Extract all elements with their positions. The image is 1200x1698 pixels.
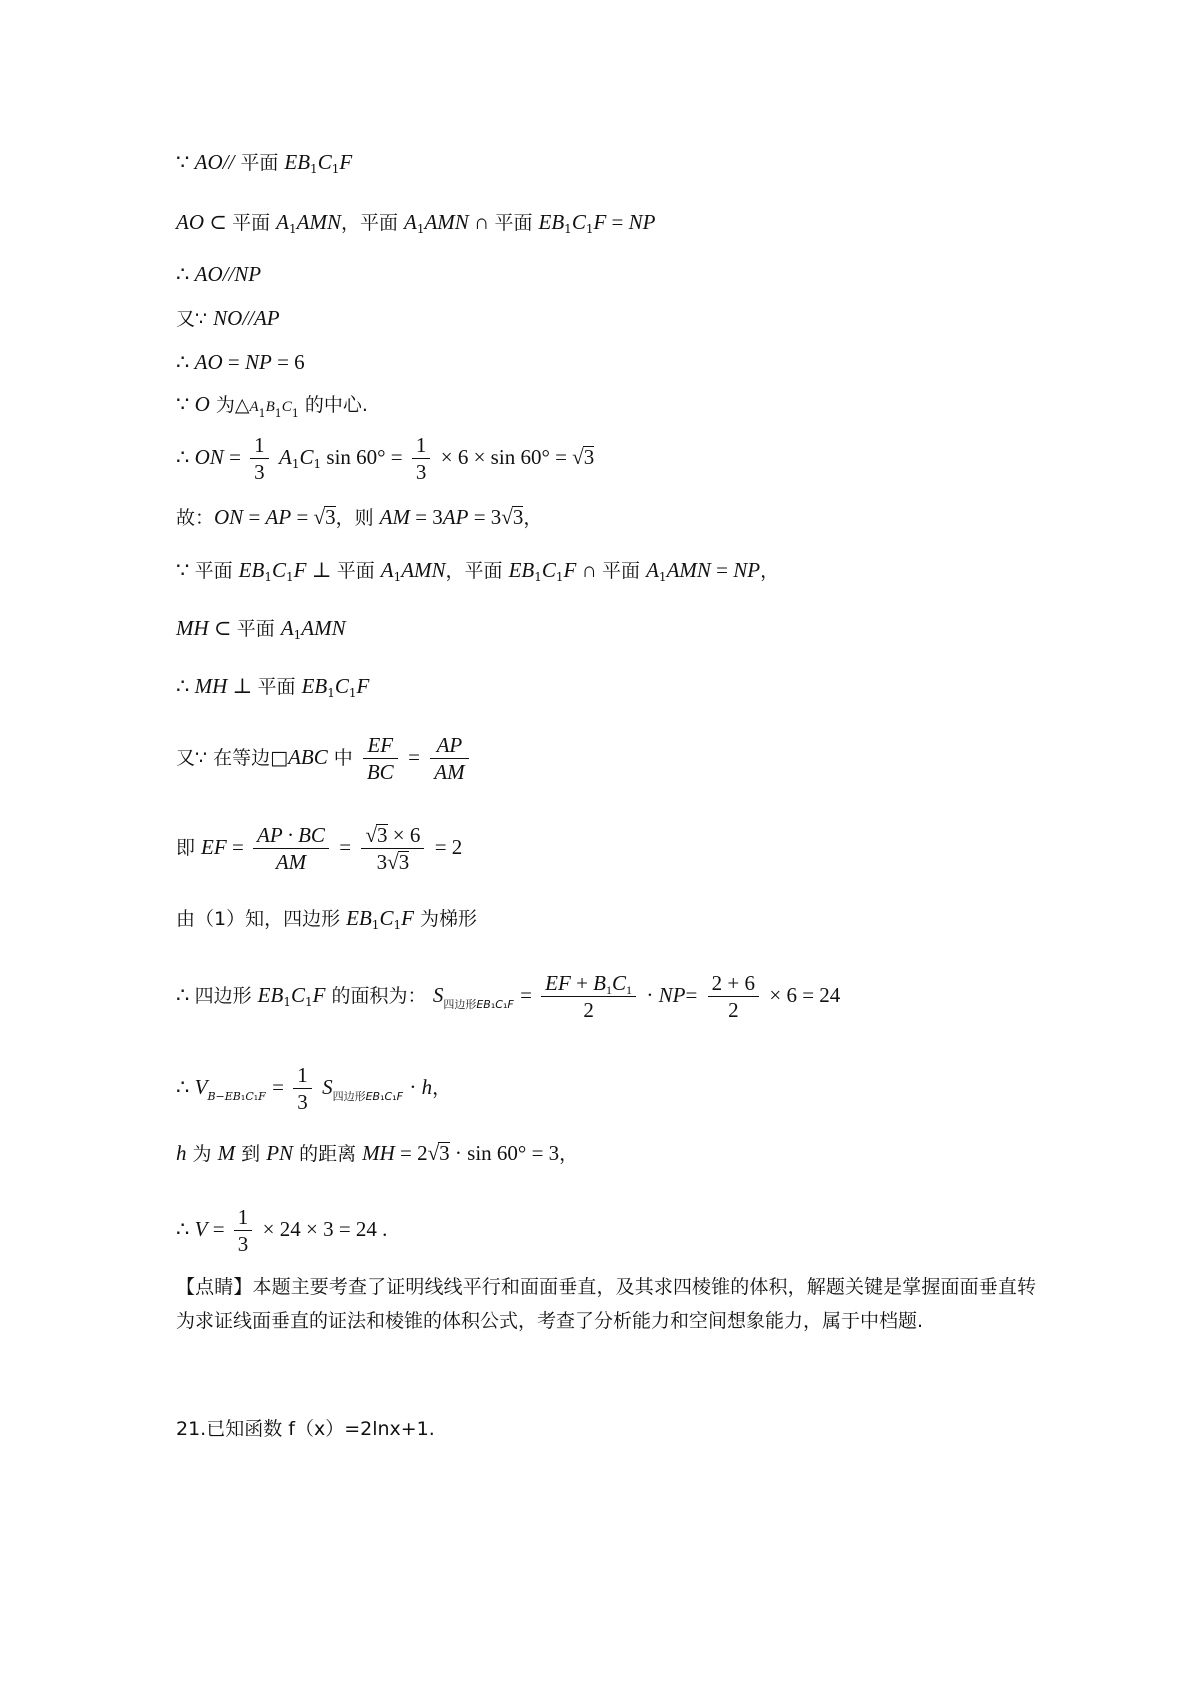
- next-question: 21.已知函数 f（x）=2lnx+1.: [176, 1418, 435, 1440]
- proof-line-17: h 为 M 到 PN 的距离 MH = 2√3 · sin 60° = 3，: [176, 1141, 579, 1165]
- proof-line-10: MH ⊂ 平面 $A_1AMN$: [176, 616, 346, 642]
- proof-line-6: ∵ O 为$\triangle A_1B_1C_1$ 的中心.: [176, 392, 368, 420]
- proof-line-4: 又∵ NO//AP: [176, 306, 280, 330]
- proof-line-14: 由（1）知，四边形 $EB_1C_1F$ 为梯形: [176, 906, 477, 932]
- proof-line-9: ∵ 平面 $EB_1C_1F$ ⊥ 平面 $A_1AMN$，平面 $EB_1C_1F$ ∩ 平面 $A_1AMN$ = NP，: [176, 558, 780, 584]
- proof-line-13: 即 EF = $\frac{AP \cdot BC}{AM}$ = $\frac{√3 \times 6}{3√3}$ = 2: [176, 823, 463, 875]
- proof-line-12: 又∵ 在等边□ABC 中 $\frac{EF}{BC}$ = $\frac{AP}{AM}$: [176, 732, 473, 785]
- proof-line-11: ∴ MH ⊥ 平面 $EB_1C_1F$: [176, 674, 370, 700]
- comment-paragraph: [176, 1270, 1036, 1338]
- proof-line-8: 故：ON = AP = √3，则 AM = 3AP = 3√3，: [176, 505, 543, 529]
- proof-line-18: ∴ V = $\frac{1}{3}$ × 24 × 3 = 24 .: [176, 1205, 388, 1257]
- comment-tag: 【点睛】: [176, 1276, 253, 1298]
- fraction-one-third: $\frac{1}{3}$: [250, 432, 269, 485]
- proof-line-7: ∴ ON = $\frac{1}{3}$ $A_1C_1$ sin 60° = $\frac{1}{3}$ × 6 × sin 60° = √3: [176, 433, 595, 485]
- proof-line-16: ∴ $V_{B-EB_1C_1F}$ = $\frac{1}{3}$ $S_{四边形EB_1C_1F} \cdot h$，: [176, 1063, 452, 1115]
- proof-line-3: ∴ AO//NP: [176, 262, 262, 286]
- proof-line-2: AO ⊂ 平面 $A_1AMN$，平面 $A_1AMN$ ∩ 平面 $EB_1C_1F$ = NP: [176, 210, 656, 236]
- comment-text: 本题主要考查了证明线线平行和面面垂直，及其求四棱锥的体积，解题关键是掌握面面垂直转为求证线面垂直的证法和棱锥的体积公式，考查了分析能力和空间想象能力，属于中档题.: [176, 1276, 1036, 1332]
- fraction-one-third: $\frac{1}{3}$: [412, 432, 431, 485]
- proof-line-15: ∴ 四边形 $EB_1C_1F$ 的面积为： $S_{四边形EB_1C_1F}$ = $\frac{EF + B_1C_1}{2}$ · NP= $\frac{2 + 6}{2}$ × 6 = 24: [176, 971, 841, 1023]
- proof-line-5: ∴ AO = NP = 6: [176, 350, 305, 374]
- proof-line-1: ∵ AO// 平面 $EB_1C_1F$: [176, 150, 353, 176]
